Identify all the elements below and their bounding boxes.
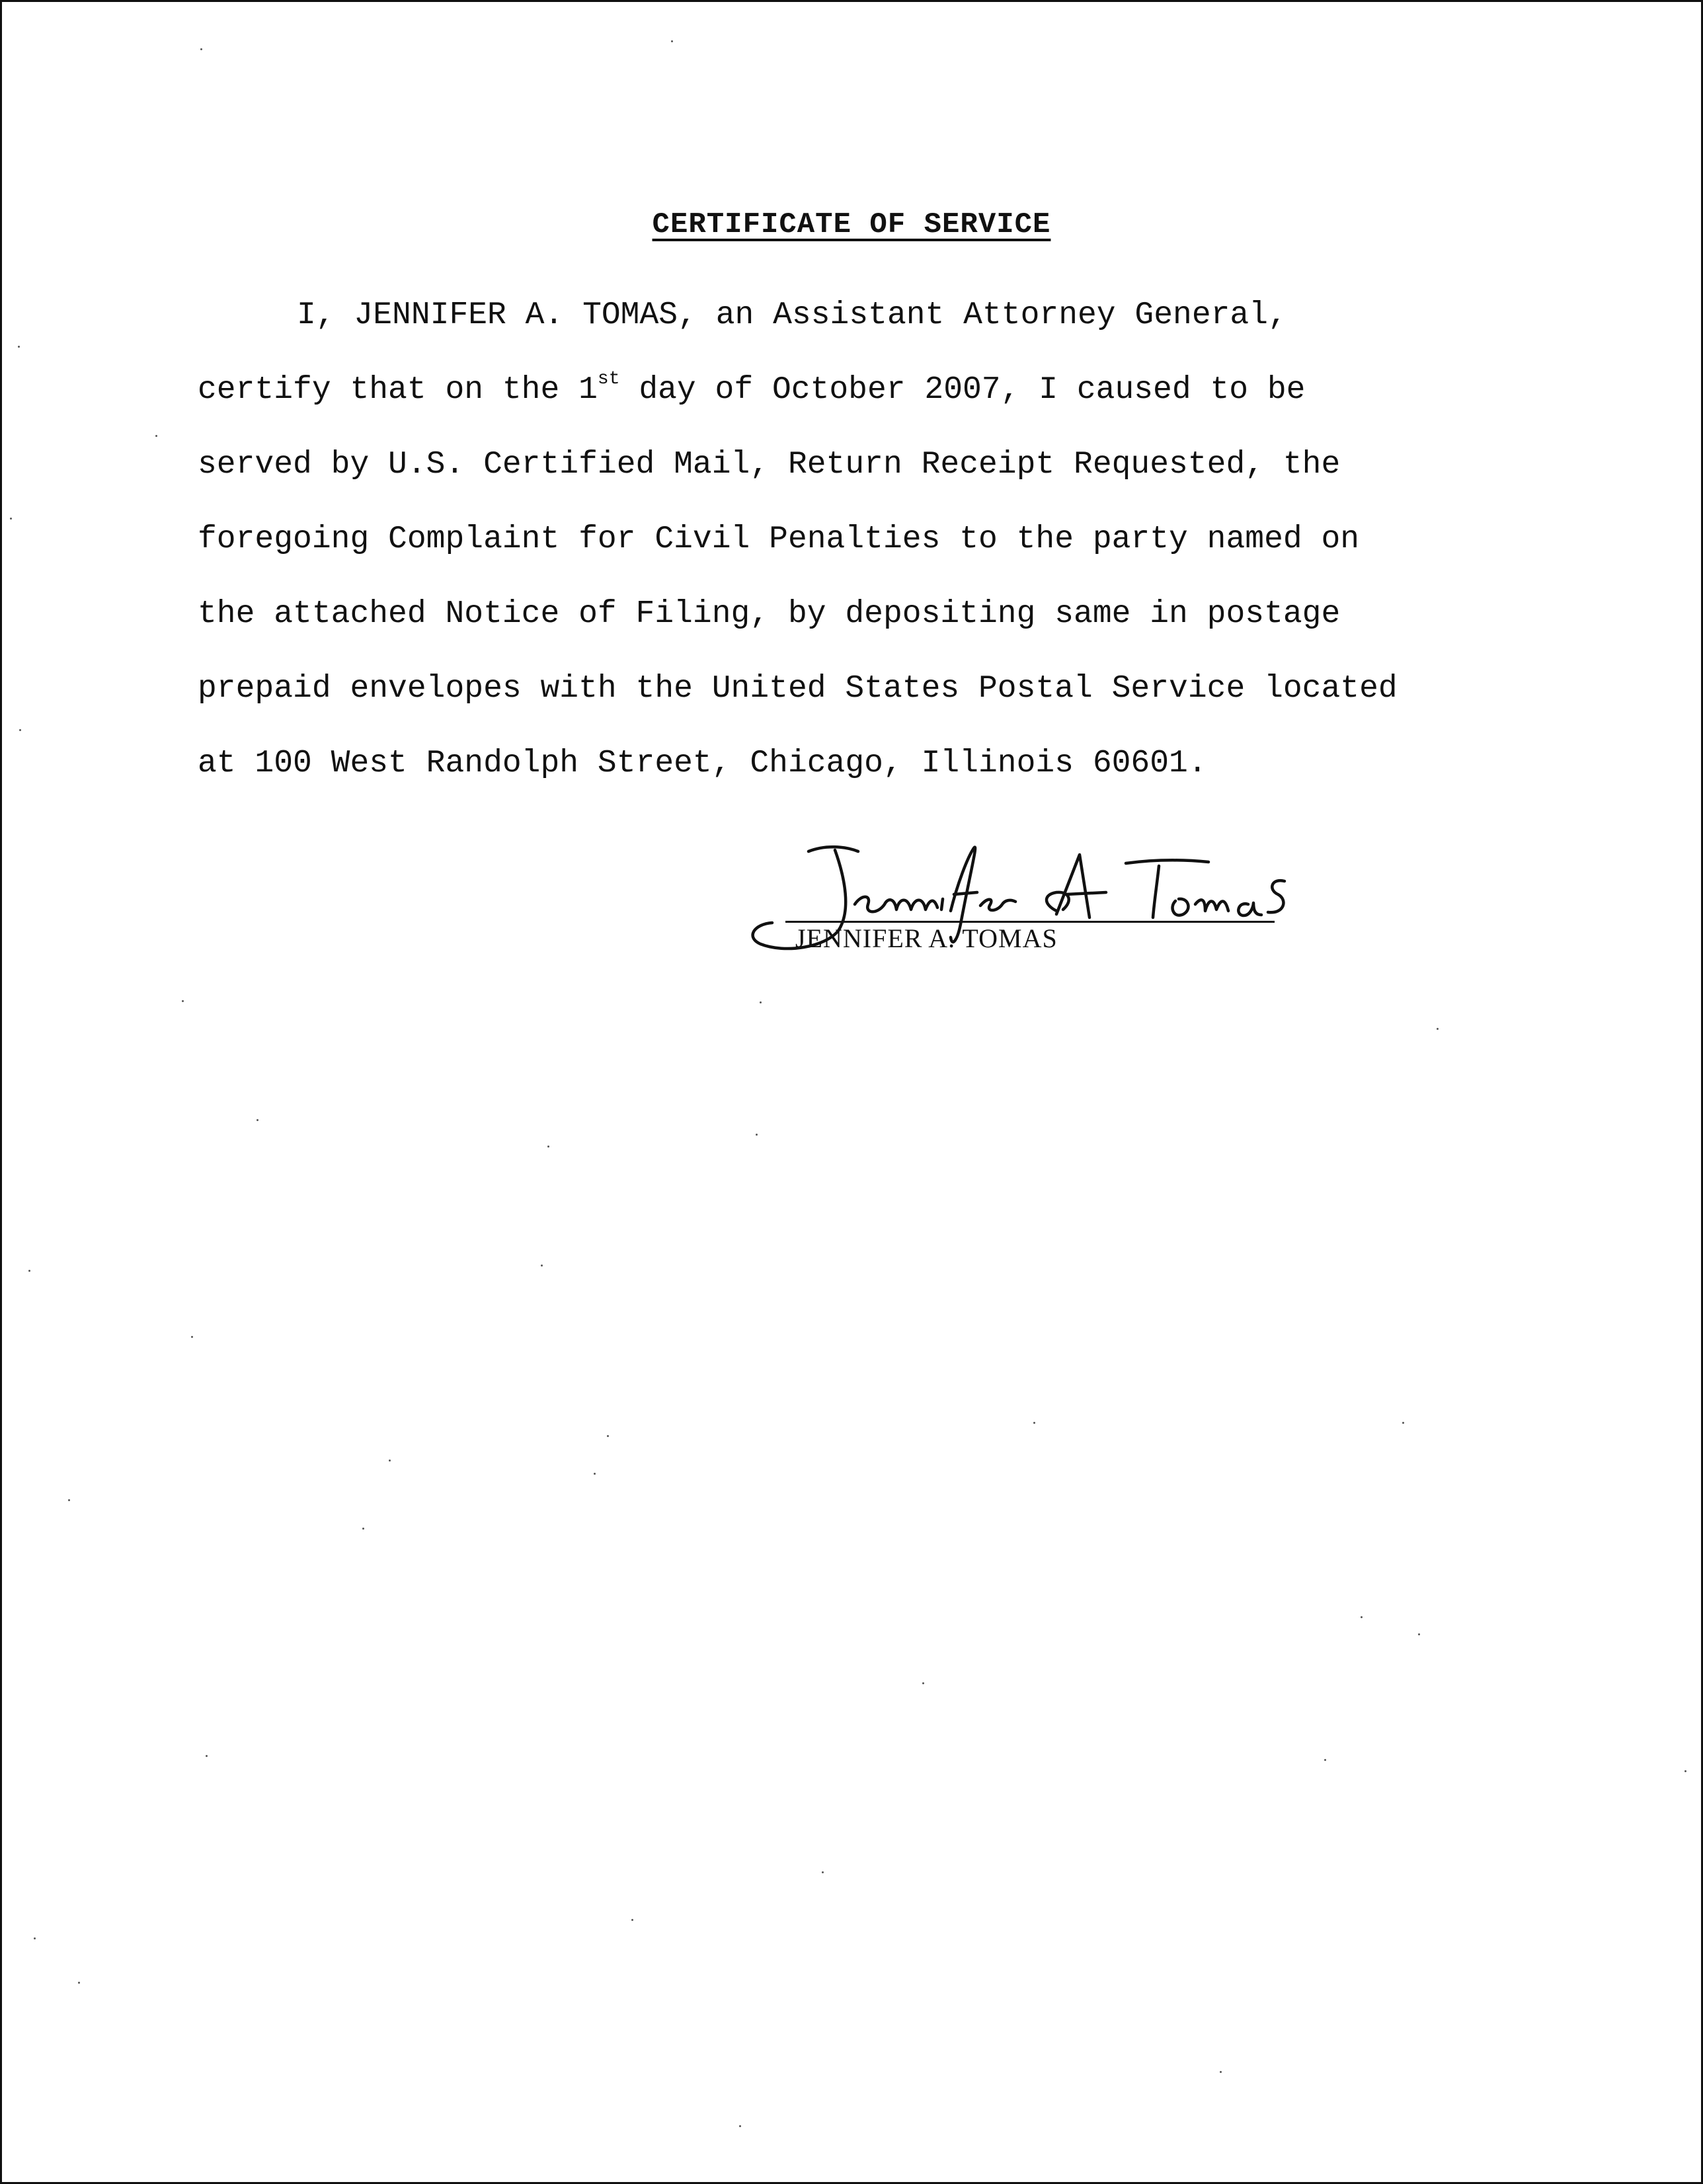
scan-speck (607, 1435, 609, 1437)
scan-speck (206, 1755, 208, 1757)
scan-speck (19, 729, 21, 731)
scan-speck (1402, 1422, 1404, 1424)
scan-speck (18, 346, 20, 348)
scan-speck (822, 1871, 824, 1873)
ordinal-superscript: st (597, 369, 620, 389)
scan-speck (389, 1460, 391, 1462)
body-line (198, 577, 1520, 652)
line-text: I, JENNIFER A. TOMAS, an Assistant Attorney General, (297, 297, 1287, 333)
line-text: day of October 2007, I caused to be (619, 372, 1306, 408)
certificate-body (198, 278, 1520, 801)
scan-speck (671, 40, 673, 42)
scan-speck (541, 1265, 543, 1267)
scan-speck (547, 1146, 549, 1148)
scan-speck (10, 518, 12, 520)
scan-speck (1033, 1422, 1035, 1424)
scan-speck (200, 48, 202, 50)
body-line (198, 502, 1520, 577)
title-text: CERTIFICATE OF SERVICE (652, 208, 1051, 241)
line-text: certify that on the 1 (198, 372, 598, 408)
scan-speck (78, 1982, 80, 1984)
scan-speck (182, 1000, 184, 1002)
scan-speck (34, 1937, 36, 1939)
signer-printed-name: JENNIFER A. TOMAS (795, 923, 1058, 953)
line-text: foregoing Complaint for Civil Penalties to the party named on (198, 522, 1360, 557)
scan-speck (1437, 1028, 1439, 1030)
body-line (198, 278, 1520, 353)
document-title (2, 208, 1701, 241)
body-line (198, 353, 1520, 428)
line-text: prepaid envelopes with the United States Postal Service located (198, 671, 1398, 707)
scan-speck (631, 1919, 633, 1921)
scan-speck (1220, 2071, 1222, 2073)
signature-block (733, 832, 1294, 964)
scan-speck (362, 1528, 364, 1530)
handwritten-signature (746, 832, 1301, 964)
body-line (198, 428, 1520, 502)
body-line (198, 652, 1520, 726)
line-text: served by U.S. Certified Mail, Return Receipt Requested, the (198, 447, 1341, 483)
scan-speck (1684, 1770, 1686, 1772)
scan-speck (1361, 1616, 1363, 1618)
body-line (198, 726, 1520, 801)
scan-speck (760, 1001, 762, 1003)
line-text: at 100 West Randolph Street, Chicago, Illinois 60601. (198, 746, 1207, 781)
scan-speck (257, 1119, 258, 1121)
scan-speck (922, 1682, 924, 1684)
scan-speck (594, 1473, 596, 1475)
scan-speck (1324, 1759, 1326, 1761)
line-text: the attached Notice of Filing, by depositing same in postage (198, 596, 1341, 632)
scan-speck (1418, 1633, 1420, 1635)
scan-speck (28, 1270, 30, 1272)
scan-speck (756, 1134, 758, 1136)
scan-speck (68, 1499, 70, 1501)
scan-speck (739, 2125, 741, 2127)
scan-speck (191, 1336, 193, 1338)
scan-speck (155, 435, 157, 437)
